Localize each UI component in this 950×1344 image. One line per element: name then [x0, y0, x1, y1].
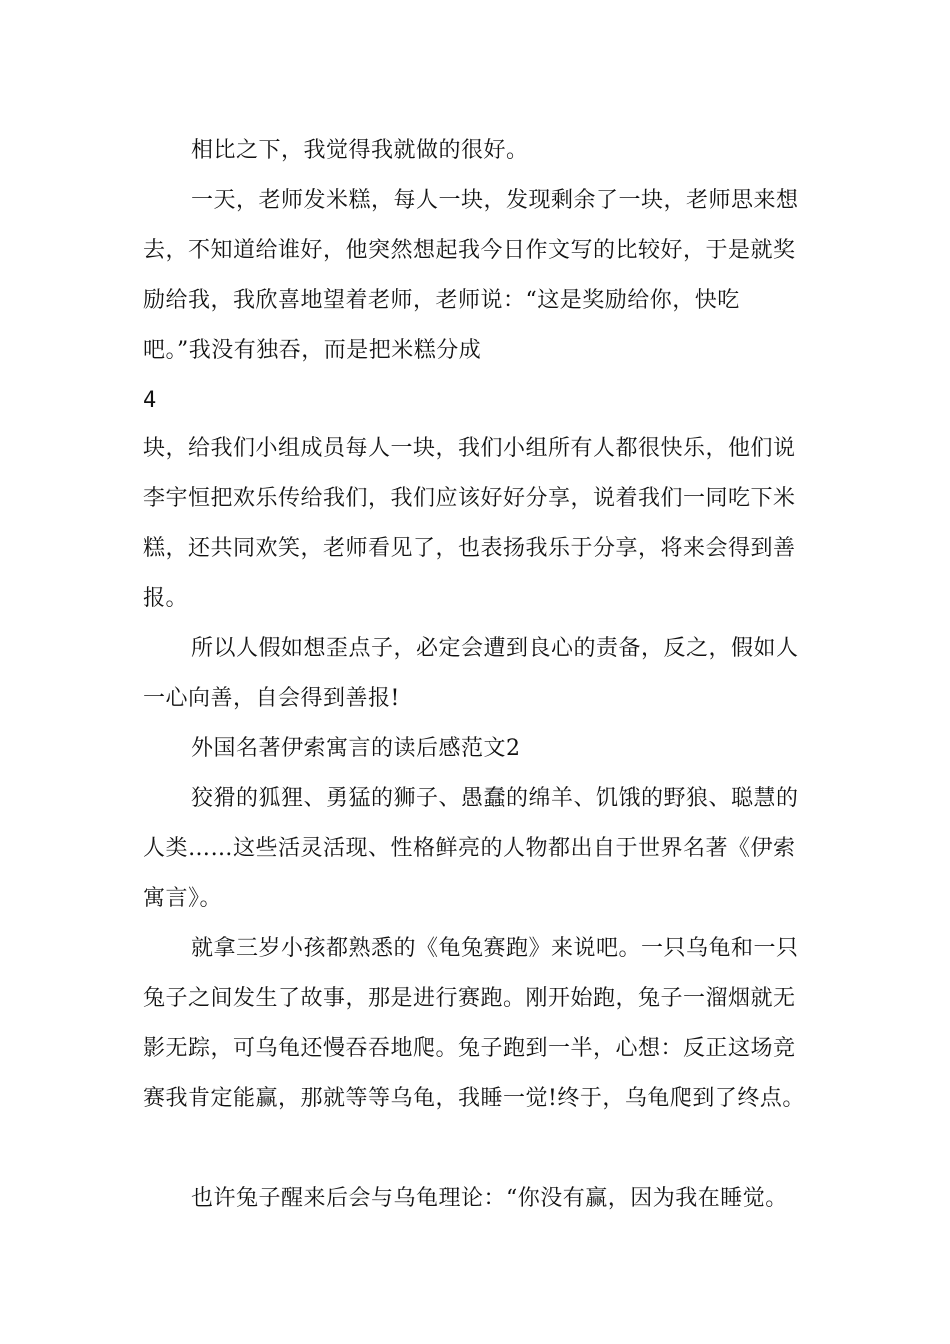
paragraph-line: 所以人假如想歪点子，必定会遭到良心的责备，反之，假如人 — [191, 636, 799, 661]
paragraph-line: 一心向善，自会得到善报! — [143, 686, 400, 711]
paragraph-line: 报。 — [143, 586, 189, 611]
paragraph-line: 吧。”我没有独吞，而是把米糕分成 — [143, 338, 482, 363]
paragraph-line: 影无踪，可乌龟还慢吞吞地爬。兔子跑到一半，心想：反正这场竞 — [143, 1036, 796, 1061]
paragraph-line: 赛我肯定能赢，那就等等乌龟，我睡一觉!终于，乌龟爬到了终点。 — [143, 1086, 805, 1111]
paragraph-line: 李宇恒把欢乐传给我们，我们应该好好分享，说着我们一同吃下米 — [143, 486, 796, 511]
section-heading: 外国名著伊索寓言的读后感范文2 — [191, 736, 521, 761]
paragraph-line: 兔子之间发生了故事，那是进行赛跑。刚开始跑，兔子一溜烟就无 — [143, 986, 796, 1011]
paragraph-line: 去，不知道给谁好，他突然想起我今日作文写的比较好，于是就奖 — [143, 238, 796, 263]
paragraph-line: 人类……这些活灵活现、性格鲜亮的人物都出自于世界名著《伊索 — [143, 836, 796, 861]
paragraph-line: 狡猾的狐狸、勇猛的狮子、愚蠢的绵羊、饥饿的野狼、聪慧的 — [191, 786, 799, 811]
paragraph-line: 就拿三岁小孩都熟悉的《龟兔赛跑》来说吧。一只乌龟和一只 — [191, 936, 799, 961]
paragraph-line: 相比之下，我觉得我就做的很好。 — [191, 138, 529, 163]
paragraph-line: 块，给我们小组成员每人一块，我们小组所有人都很快乐，他们说 — [143, 436, 796, 461]
paragraph-line: 糕，还共同欢笑，老师看见了，也表扬我乐于分享，将来会得到善 — [143, 536, 796, 561]
page-number: 4 — [143, 388, 157, 413]
paragraph-line: 一天，老师发米糕，每人一块，发现剩余了一块，老师思来想 — [191, 188, 799, 213]
paragraph-line: 寓言》。 — [143, 886, 223, 911]
paragraph-line: 也许兔子醒来后会与乌龟理论：“你没有赢，因为我在睡觉。 — [191, 1186, 788, 1211]
paragraph-line: 励给我，我欣喜地望着老师，老师说：“这是奖励给你，快吃 — [143, 288, 740, 313]
